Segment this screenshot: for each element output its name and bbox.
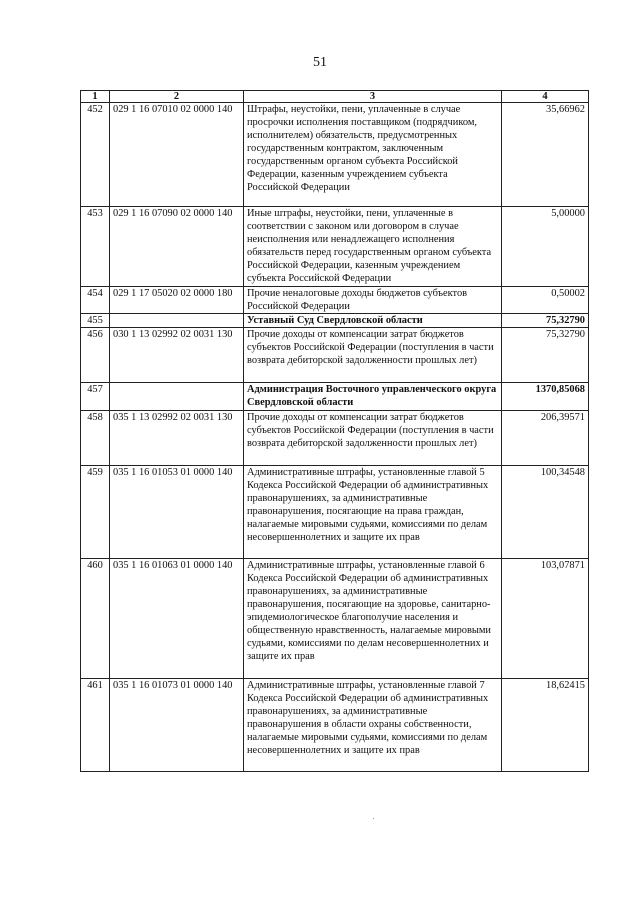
amount: 5,00000 [502, 207, 589, 287]
table-row [81, 679, 589, 772]
budget-code: 035 1 16 01063 01 0000 140 [110, 559, 244, 679]
amount: 75,32790 [502, 328, 589, 383]
budget-code [110, 314, 244, 328]
table-row-organization [81, 314, 589, 328]
table-header-row [81, 91, 589, 103]
budget-code: 029 1 17 05020 02 0000 180 [110, 287, 244, 314]
budget-code: 035 1 13 02992 02 0031 130 [110, 411, 244, 466]
table-row-organization [81, 383, 589, 411]
row-number: 453 [81, 207, 110, 287]
amount: 75,32790 [502, 314, 589, 328]
row-number: 456 [81, 328, 110, 383]
row-number: 457 [81, 383, 110, 411]
table-row [81, 466, 589, 559]
revenue-description: Административные штрафы, установленные главой 7 Кодекса Российской Федерации об административных правонарушениях, за административные правонарушения в области охраны собственности, налагаемые мировыми судьями, комиссиями по делам несовершеннолетних и защите их прав [244, 679, 502, 772]
budget-code: 035 1 16 01053 01 0000 140 [110, 466, 244, 559]
row-number: 454 [81, 287, 110, 314]
budget-code: 029 1 16 07010 02 0000 140 [110, 103, 244, 207]
table-row [81, 328, 589, 383]
column-header: 4 [502, 91, 589, 103]
column-header: 1 [81, 91, 110, 103]
revenue-table [80, 90, 589, 772]
budget-code: 029 1 16 07090 02 0000 140 [110, 207, 244, 287]
revenue-description: Иные штрафы, неустойки, пени, уплаченные в соответствии с законом или договором в случае неисполнения или ненадлежащего исполнения обязательств перед государственным органом субъекта Российской Федерации, казенным учреждением субъекта Российской Федерации [244, 207, 502, 287]
amount: 100,34548 [502, 466, 589, 559]
row-number: 452 [81, 103, 110, 207]
row-number: 458 [81, 411, 110, 466]
amount: 206,39571 [502, 411, 589, 466]
revenue-description: Административные штрафы, установленные главой 5 Кодекса Российской Федерации об административных правонарушениях, за административные правонарушения, посягающие на права граждан, налагаемые мировыми судьями, комиссиями по делам несовершеннолетних и защите их прав [244, 466, 502, 559]
revenue-description: Прочие доходы от компенсации затрат бюджетов субъектов Российской Федерации (поступления в части возврата дебиторской задолженности прошлых лет) [244, 328, 502, 383]
table-row [81, 411, 589, 466]
amount: 1370,85068 [502, 383, 589, 411]
table-row [81, 287, 589, 314]
organization-name: Уставный Суд Свердловской области [244, 314, 502, 328]
row-number: 455 [81, 314, 110, 328]
revenue-description: Прочие доходы от компенсации затрат бюджетов субъектов Российской Федерации (поступления в части возврата дебиторской задолженности прошлых лет) [244, 411, 502, 466]
revenue-description: Прочие неналоговые доходы бюджетов субъектов Российской Федерации [244, 287, 502, 314]
organization-name: Администрация Восточного управленческого округа Свердловской области [244, 383, 502, 411]
column-header: 3 [244, 91, 502, 103]
budget-code [110, 383, 244, 411]
budget-code: 030 1 13 02992 02 0031 130 [110, 328, 244, 383]
scan-speck [373, 818, 374, 819]
table-row [81, 559, 589, 679]
amount: 103,07871 [502, 559, 589, 679]
row-number: 460 [81, 559, 110, 679]
table-row [81, 103, 589, 207]
amount: 35,66962 [502, 103, 589, 207]
row-number: 461 [81, 679, 110, 772]
revenue-description: Штрафы, неустойки, пени, уплаченные в случае просрочки исполнения поставщиком (подрядчиком, исполнителем) обязательств, предусмотренных государственным контрактом, заключенным государственным органом субъекта Российской Федерации, казенным учреждением субъекта Российской Федерации [244, 103, 502, 207]
table-row [81, 207, 589, 287]
budget-code: 035 1 16 01073 01 0000 140 [110, 679, 244, 772]
revenue-description: Административные штрафы, установленные главой 6 Кодекса Российской Федерации об административных правонарушениях, за административные правонарушения, посягающие на здоровье, санитарно-эпидемиологическое благополучие населения и общественную нравственность, налагаемые мировыми судьями, комиссиями по делам несовершеннолетних и защите их прав [244, 559, 502, 679]
amount: 0,50002 [502, 287, 589, 314]
amount: 18,62415 [502, 679, 589, 772]
column-header: 2 [110, 91, 244, 103]
row-number: 459 [81, 466, 110, 559]
page-number: 51 [313, 55, 327, 70]
